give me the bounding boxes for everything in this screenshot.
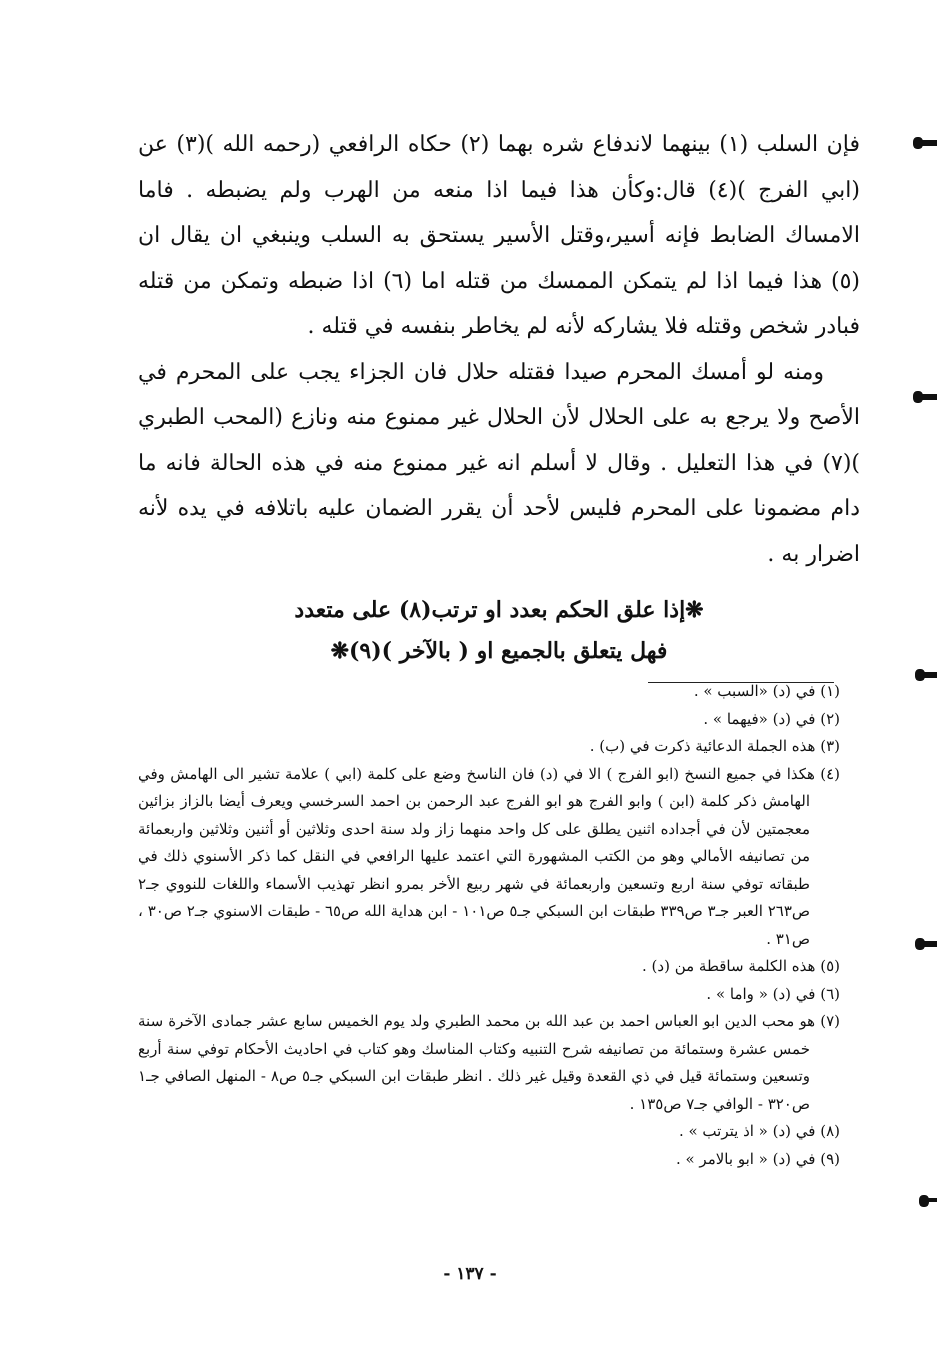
footnote: (٦) في (د) « واما » . xyxy=(706,984,840,1003)
margin-ink-mark xyxy=(919,394,937,400)
footnote: (٣) هذه الجملة الدعائية ذكرت في (ب) . xyxy=(589,737,840,755)
heading-line: فهل يتعلق بالجميع او ( بالآخر )(٩)❋ xyxy=(330,638,668,664)
page-number: - ١٣٧ - xyxy=(443,1264,497,1284)
heading-line: ❋إذا علق الحكم بعدد او ترتب(٨) على متعدد xyxy=(294,597,704,623)
margin-ink-mark xyxy=(925,1198,937,1202)
footnote: (٤) هكذا في جميع النسخ (ابو الفرج ) الا في (د) فان الناسخ وضع على كلمة (ابي ) علامة تشير الى الهامش وفي الهامش ذكر كلمة (ابن ) وابو الفرج هو ابو الفرج عبد الرحمن بن احمد السرخسي ويعرف أيضا بالزاز بزائين معجمتين لأن في أجداده اثنين يطلق على كل واحد منهما زاز ولد سنة احدى وثلاثين أو أثنين وثلاثين واربعمائة من تصانيفه الأمالي وهو من الكتب المشهورة التي اعتمد عليها الرافعي في النقل كما ذكر الأسنوي ذلك في طبقاته توفي سنة اربع وتسعين واربعمائة في شهر ربيع الأخر بمرو انظر تهذيب الأسماء واللغات للنووي جـ٢ ص٢٦٣ العبر جـ٣ ص٣٣٩ طبقات ابن السبكي جـ٥ ص١٠١ - ابن هداية الله ص٦٥ - طبقات الاسنوي جـ٢ ص٣٠ ، ص٣١ . xyxy=(138,764,840,948)
footnote: (٨) في (د) « اذ يترتب » . xyxy=(678,1122,840,1140)
footnote: (٥) هذه الكلمة ساقطة من (د) . xyxy=(642,957,840,975)
section-heading xyxy=(138,590,860,672)
main-text xyxy=(138,122,860,577)
margin-ink-mark xyxy=(921,941,937,947)
paragraph: فإن السلب (١) بينهما لاندفاع شره بهما (٢) حكاه الرافعي (رحمه الله )(٣) عن (ابي الفرج )(٤) قال:وكأن هذا فيما اذا منعه من الهرب ولم يضبطه . فاما الامساك الضابط فإنه أسير،وقتل الأسير يستحق به السلب وينبغي ان يقال ان (٥) هذا فيما اذا لم يتمكن الممسك من قتله اما (٦) اذا ضبطه وتمكن من قتله فبادر شخص وقتله فلا يشاركه لأنه لم يخاطر بنفسه في قتله . xyxy=(138,132,861,339)
margin-ink-mark xyxy=(919,140,937,146)
footnote: (٩) في (د) « ابو بالامر » . xyxy=(675,1149,840,1168)
footnote: (٧) هو محب الدين ابو العباس احمد بن عبد الله بن محمد الطبري ولد يوم الخميس سابع عشر جمادى الآخرة سنة خمس عشرة وستمائة من تصانيفه شرح التنبيه وكتاب المناسك وهو كتاب في احاديث الأحكام توفي سنة أربع وتسعين وستمائة قيل في ذي القعدة وقيل غير ذلك . انظر طبقات ابن السبكي جـ٥ ص٨ - المنهل الصافي جـ١ ص٣٢٠ - الوافي جـ٧ ص١٣٥ . xyxy=(138,1012,841,1113)
margin-ink-mark xyxy=(921,672,937,678)
footnotes xyxy=(138,678,840,1173)
paragraph: ومنه لو أمسك المحرم صيدا فقتله حلال فان الجزاء يجب على المحرم في الأصح ولا يرجع به على الحلال لأن الحلال غير ممنوع منه ونازع (المحب الطبري )(٧) في هذا التعليل . وقال لا أسلم انه غير ممنوع منه في هذه الحالة فانه ما دام مضمونا على المحرم فليس لأحد أن يقرر الضمان عليه باتلافه في يده لأنه اضرار به . xyxy=(138,359,860,567)
footnote: (٢) في (د) «فيهما » . xyxy=(703,709,840,728)
footnote: (١) في (د) «السبب » . xyxy=(693,682,840,700)
